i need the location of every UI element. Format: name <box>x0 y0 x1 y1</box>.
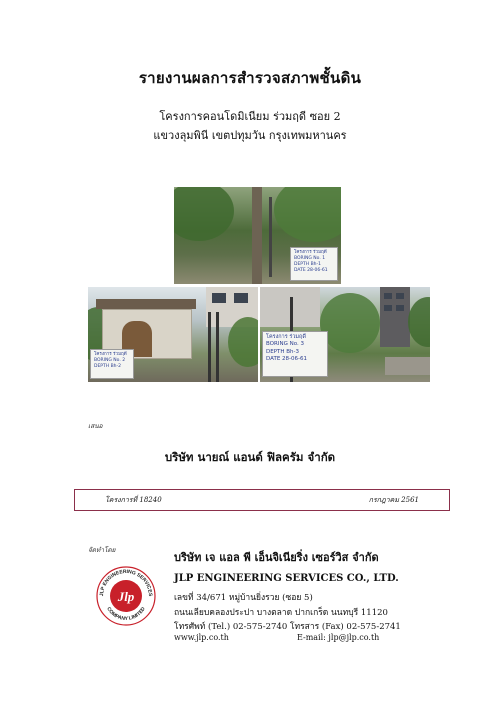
board-line: DEPTH Bh-2 <box>94 364 122 370</box>
address-line-2: ถนนเลียบคลองประปา บางตลาด ปากเกร็ด นนทบุรี 11120 <box>174 608 388 618</box>
project-number: โครงการที่ 18240 <box>105 496 162 504</box>
board-line: โครงการ ร่วมฤดี <box>266 334 306 340</box>
site-photo-bottom-left <box>88 287 258 382</box>
company-name-english: JLP ENGINEERING SERVICES CO., LTD. <box>174 573 399 584</box>
site-photo-bottom-right <box>260 287 430 382</box>
boring-signboard <box>290 247 338 281</box>
address-line-1: เลขที่ 34/671 หมู่บ้านยิ่งรวย (ซอย 5) <box>174 593 313 603</box>
logo-text-bottom: COMPANY LIMITED <box>105 606 147 623</box>
project-name: โครงการคอนโดมิเนียม ร่วมฤดี ซอย 2 <box>159 110 341 123</box>
board-line: DEPTH Bh-3 <box>266 348 300 355</box>
board-line: DATE 28-06-61 <box>294 268 328 274</box>
logo-initials: Jlp <box>117 589 135 604</box>
website-link[interactable]: www.jlp.co.th <box>174 633 229 642</box>
site-photo-top <box>174 187 341 284</box>
prepared-by-label: จัดทำโดย <box>88 546 116 554</box>
email-link[interactable]: E-mail: jlp@jlp.co.th <box>297 633 380 642</box>
presented-to-label: เสนอ <box>88 422 103 430</box>
client-name: บริษัท นายณ์ แอนด์ ฟิลครัม จำกัด <box>164 450 336 464</box>
logo-text-top: JLP ENGINEERING SERVICES <box>98 568 154 597</box>
phone-fax: โทรศัพท์ (Tel.) 02-575-2740 โทรสาร (Fax) 02-575-2741 <box>174 622 401 632</box>
board-line: โครงการ ร่วมฤดี <box>294 250 327 255</box>
board-line: โครงการ ร่วมฤดี <box>94 352 127 357</box>
board-line: BORING No. 2 <box>94 358 126 364</box>
project-location: แขวงลุมพินี เขตปทุมวัน กรุงเทพมหานคร <box>153 129 347 142</box>
project-info-box <box>74 489 450 511</box>
jlp-logo <box>95 565 157 627</box>
company-name-thai: บริษัท เจ แอล พี เอ็นจิเนียริ่ง เซอร์วิส จำกัด <box>174 551 379 564</box>
boring-signboard <box>90 349 134 379</box>
board-line: BORING No. 1 <box>294 256 326 262</box>
report-date: กรกฎาคม 2561 <box>368 496 419 504</box>
board-line: BORING No. 3 <box>266 341 304 348</box>
report-title: รายงานผลการสำรวจสภาพชั้นดิน <box>138 69 362 87</box>
board-line: DEPTH Bh-1 <box>294 262 322 268</box>
boring-signboard <box>262 331 328 377</box>
board-line: DATE 28-06-61 <box>266 356 308 363</box>
